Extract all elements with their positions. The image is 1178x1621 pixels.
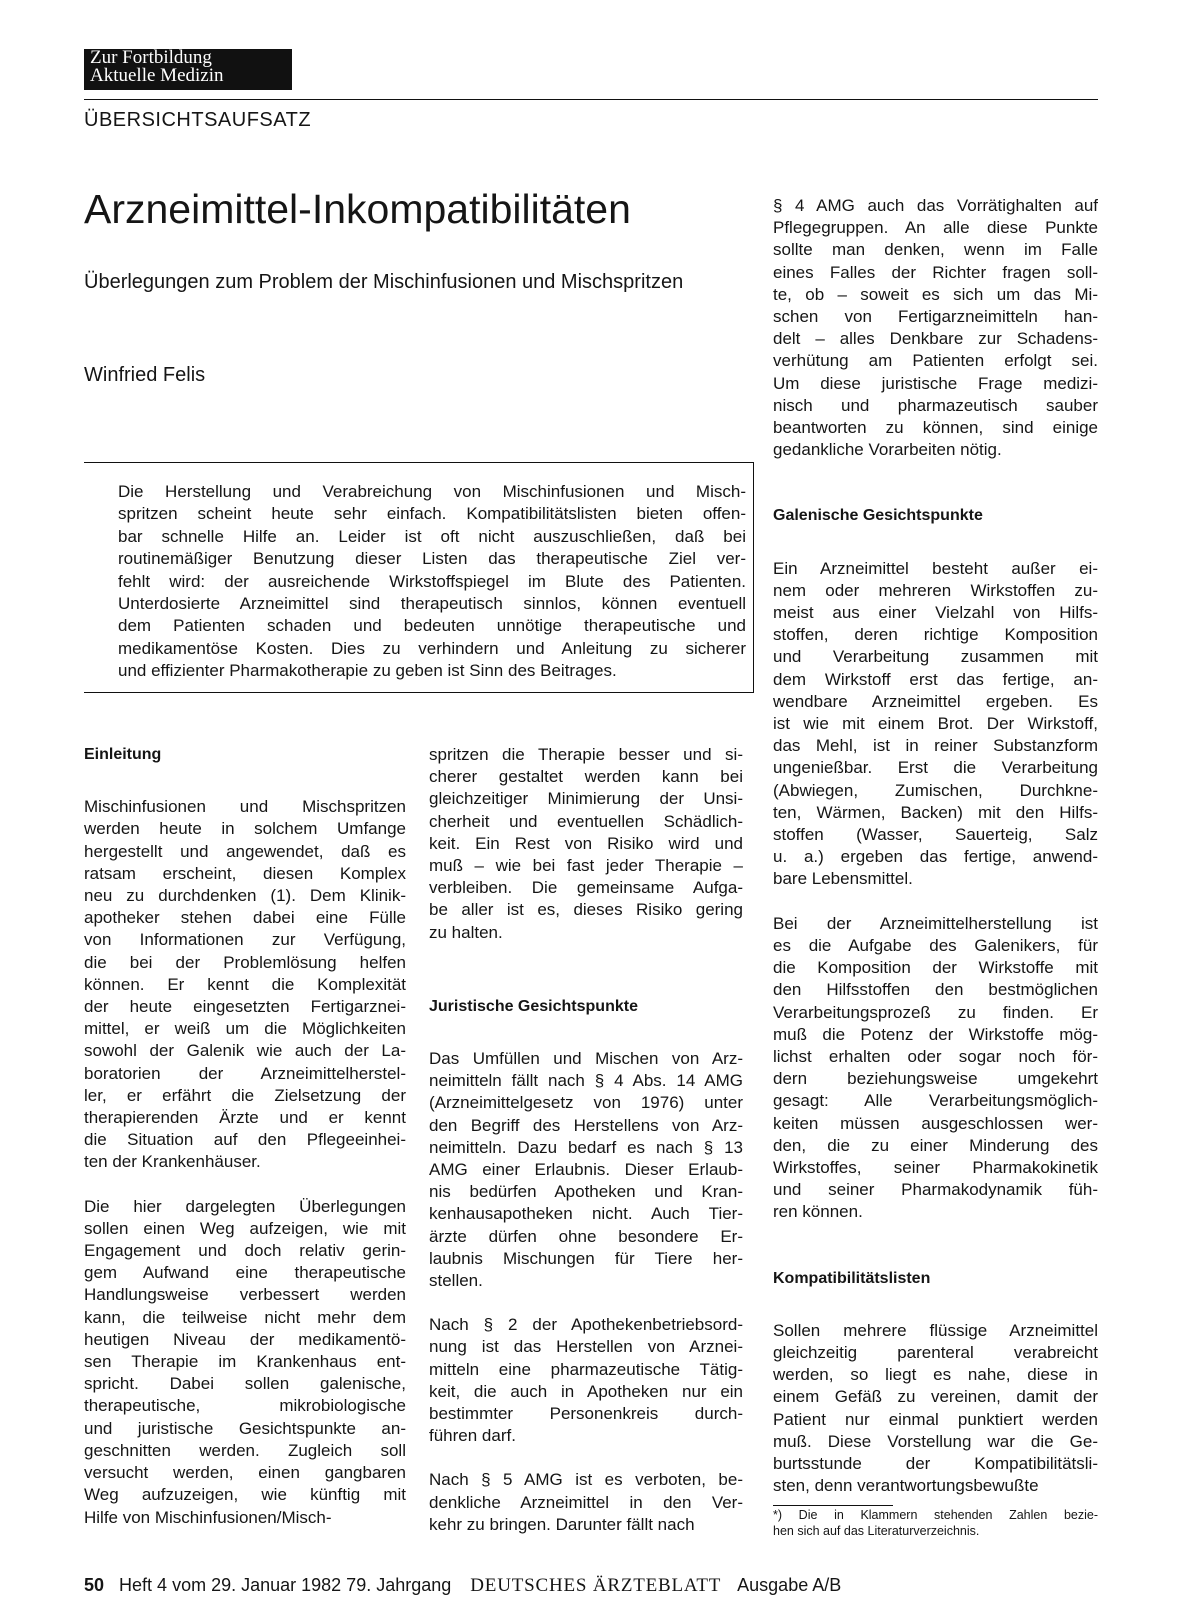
text-line: sen Therapie im Krankenhaus ent- <box>84 1352 406 1372</box>
text-line: Wirkstoffes, seiner Pharmakokinetik <box>773 1157 1098 1177</box>
article-subtitle: Überlegungen zum Problem der Mischinfusionen und Mischspritzen <box>84 271 684 293</box>
text-line: u. a.) ergeben das fertige, anwend- <box>773 847 1098 867</box>
text-line: neu zu durchdenken (1). Dem Klinik- <box>84 886 406 906</box>
text-line: stoffen (Wasser, Sauerteig, Salz <box>773 825 1098 845</box>
text-line: ungenießbar. Erst die Verarbeitung <box>773 758 1098 778</box>
text-line: Engagement und doch relativ gerin- <box>84 1241 406 1261</box>
text-line: spritzen scheint heute sehr einfach. Kompatibilitätslisten bieten offen- <box>118 504 746 524</box>
text-line: mitteln eine pharmazeutische Tätig- <box>429 1359 743 1379</box>
text-line: ler, er erfährt die Zielsetzung der <box>84 1085 406 1105</box>
text-line: ist wie mit einem Brot. Der Wirkstoff, <box>773 714 1098 734</box>
text-line: Pflegegruppen. An alle diese Punkte <box>773 218 1098 238</box>
text-line: werden heute in solchem Umfange <box>84 819 406 839</box>
text-line: nis bedürfen Apotheken und Kran- <box>429 1182 743 1202</box>
text-line: apotheker stehen dabei eine Fülle <box>84 908 406 928</box>
text-line: eines Falles der Richter fragen soll- <box>773 262 1098 282</box>
heading-einleitung: Einleitung <box>84 746 162 763</box>
text-line: die Situation auf den Pflegeeinhei- <box>84 1130 406 1150</box>
paragraph <box>773 913 1098 1224</box>
text-line: sollte man denken, wenn im Falle <box>773 240 1098 260</box>
text-line: schen von Fertigarzneimitteln han- <box>773 307 1098 327</box>
text-line: spritzen die Therapie besser und si- <box>429 745 743 764</box>
text-line: cherer gestaltet werden kann bei <box>429 767 743 787</box>
text-line: routinemäßiger Benutzung dieser Listen das therapeutische Ziel ver- <box>118 549 746 569</box>
text-line: keit. Ein Rest von Risiko wird und <box>429 833 743 853</box>
text-line: die bei der Problemlösung helfen <box>84 952 406 972</box>
text-line: neimitteln fällt nach § 4 Abs. 14 AMG <box>429 1071 743 1091</box>
text-line: verbleiben. Die gemeinsame Aufga- <box>429 878 743 898</box>
text-line: von Informationen zur Verfügung, <box>84 930 406 950</box>
paragraph <box>429 1314 743 1447</box>
text-line: burtsstunde der Kompatibilitätsli- <box>773 1453 1098 1473</box>
text-line: keit, die auch in Apotheken nur ein <box>429 1381 743 1401</box>
text-line: Das Umfüllen und Mischen von Arz- <box>429 1049 743 1069</box>
text-line: geschnitten werden. Zugleich soll <box>84 1440 406 1460</box>
text-line: Unterdosierte Arzneimittel sind therapeutisch sinnlos, können eventuell <box>118 594 746 614</box>
text-line: laubnis Mischungen für Tiere her- <box>429 1248 743 1268</box>
text-line: dem Wirkstoff erst das fertige, an- <box>773 669 1098 689</box>
page-footer <box>84 1575 841 1597</box>
article-author: Winfried Felis <box>84 364 206 386</box>
text-line: neimitteln. Dazu bedarf es nach § 13 <box>429 1137 743 1157</box>
text-line: Nach § 2 der Apothekenbetriebsord- <box>429 1315 743 1335</box>
text-line: verhütung am Patienten erfolgt sei. <box>773 351 1098 371</box>
text-line: es die Aufgabe des Galenikers, für <box>773 935 1098 955</box>
text-line: sollen einen Weg aufzeigen, wie mit <box>84 1218 406 1238</box>
text-line: nem oder mehreren Wirkstoffen zu- <box>773 580 1098 600</box>
article-title: Arzneimittel-Inkompatibilitäten <box>84 186 631 232</box>
text-line: Verarbeitungsprozeß zu finden. Er <box>773 1002 1098 1022</box>
paragraph <box>773 195 1098 461</box>
text-line: spricht. Dabei sollen galenische, <box>84 1374 406 1394</box>
text-line: führen darf. <box>429 1426 516 1446</box>
category-label <box>84 49 292 90</box>
text-line: *) Die in Klammern stehenden Zahlen bezie- <box>773 1508 1098 1522</box>
text-line: Die hier dargelegten Überlegungen <box>84 1196 406 1216</box>
category-label-line2: Aktuelle Medizin <box>90 65 224 86</box>
text-line: Mischinfusionen und Mischspritzen <box>84 797 406 817</box>
text-line: dem Patienten schaden und bedeuten unnötige therapeutische und <box>118 616 746 636</box>
text-line: gedankliche Vorarbeiten nötig. <box>773 440 1002 460</box>
text-line: sowohl der Galenik wie auch der La- <box>84 1041 406 1061</box>
text-line: gem Aufwand eine therapeutische <box>84 1263 406 1283</box>
text-line: fehlt wird: der ausreichende Wirkstoffspiegel im Blute des Patienten. <box>118 571 746 591</box>
heading-kompatibilitaet: Kompatibilitätslisten <box>773 1269 931 1287</box>
category-label-line1: Zur Fortbildung <box>90 47 212 68</box>
text-line: versucht werden, einen gangbaren <box>84 1463 406 1483</box>
text-line: boratorien der Arzneimittelherstel- <box>84 1063 406 1083</box>
text-line: therapierenden Ärzte und er kennt <box>84 1108 406 1128</box>
text-line: ten der Krankenhäuser. <box>84 1152 261 1172</box>
text-line: (Abwiegen, Zumischen, Durchkne- <box>773 780 1098 800</box>
heading-juristisch: Juristische Gesichtspunkte <box>429 997 638 1015</box>
paragraph <box>429 744 743 944</box>
text-line: kehr zu bringen. Darunter fällt nach <box>429 1514 695 1534</box>
text-line: ren können. <box>773 1202 863 1222</box>
text-line: kenhausapotheken nicht. Auch Tier- <box>429 1204 743 1224</box>
text-line: Sollen mehrere flüssige Arzneimittel <box>773 1320 1098 1340</box>
text-line: ärzte dürfen ohne besondere Er- <box>429 1226 743 1246</box>
text-line: AMG einer Erlaubnis. Dieser Erlaub- <box>429 1160 743 1180</box>
text-line: kann, die teilweise nicht mehr dem <box>84 1307 406 1327</box>
text-line: und seiner Pharmakodynamik füh- <box>773 1180 1098 1200</box>
text-line: beantworten zu können, sind einige <box>773 418 1098 438</box>
text-line: te, ob – soweit es sich um das Mi- <box>773 284 1098 304</box>
text-line: (Arzneimittelgesetz von 1976) unter <box>429 1093 743 1113</box>
text-line: zu halten. <box>429 922 503 942</box>
text-line: therapeutische, mikrobiologische <box>84 1396 406 1416</box>
header-rule <box>84 99 1098 100</box>
text-line: wendbare Arzneimittel ergeben. Es <box>773 691 1098 711</box>
text-line: Um diese juristische Frage medizi- <box>773 373 1098 393</box>
text-line: denkliche Arzneimittel in den Ver- <box>429 1492 743 1512</box>
text-line: muß. Diese Vorstellung war die Ge- <box>773 1431 1098 1451</box>
text-line: be aller ist es, dieses Risiko gering <box>429 900 743 920</box>
text-line: stellen. <box>429 1271 483 1291</box>
section-kind: ÜBERSICHTSAUFSATZ <box>84 109 312 131</box>
text-line: Weg aufzuzeigen, wie künftig mit <box>84 1485 406 1505</box>
text-line: meist aus einer Vielzahl von Hilfs- <box>773 603 1098 623</box>
text-line: Ein Arzneimittel besteht außer ei- <box>773 558 1098 578</box>
text-line: bestimmter Personenkreis durch- <box>429 1404 743 1424</box>
text-line: der heute eingesetzten Fertigarznei- <box>84 997 406 1017</box>
text-line: heutigen Niveau der medikamentö- <box>84 1329 406 1349</box>
text-line: dern beziehungsweise umgekehrt <box>773 1069 1098 1089</box>
text-line: nisch und pharmazeutisch sauber <box>773 395 1098 415</box>
column-3 <box>773 195 1098 1519</box>
text-line: Bei der Arzneimittelherstellung ist <box>773 913 1098 933</box>
text-line: und effizienter Pharmakotherapie zu geben ist Sinn des Beitrages. <box>118 661 617 681</box>
text-line: bare Lebensmittel. <box>773 869 913 889</box>
text-line: gesagt: Alle Verarbeitungsmöglich- <box>773 1091 1098 1111</box>
text-line: nung ist das Herstellen von Arznei- <box>429 1337 743 1357</box>
paragraph <box>84 1196 406 1529</box>
heading-galenisch: Galenische Gesichtspunkte <box>773 507 983 525</box>
abstract-box <box>84 462 754 693</box>
text-line: das Mehl, ist in reiner Substanzform <box>773 736 1098 756</box>
text-line: § 4 AMG auch das Vorrätighalten auf <box>773 196 1098 215</box>
text-line: werden, so liegt es nahe, diese in <box>773 1365 1098 1385</box>
column-1 <box>84 744 406 1551</box>
edition-info: Ausgabe A/B <box>737 1575 842 1595</box>
text-line: Hilfe von Mischinfusionen/Misch- <box>84 1507 332 1527</box>
text-line: den Hilfsstoffen den bestmöglichen <box>773 980 1098 1000</box>
text-line: bar schnelle Hilfe an. Leider ist oft nicht auszuschließen, daß bei <box>118 526 746 546</box>
text-line: und juristische Gesichtspunkte an- <box>84 1418 406 1438</box>
text-line: ten, Wärmen, Backen) mit den Hilfs- <box>773 802 1098 822</box>
page-number: 50 <box>84 1575 105 1595</box>
journal-name: DEUTSCHES ÄRZTEBLATT <box>470 1575 722 1596</box>
text-line: Die Herstellung und Verabreichung von Mischinfusionen und Misch- <box>118 482 746 501</box>
text-line: Patient nur einmal punktiert werden <box>773 1409 1098 1429</box>
text-line: delt – alles Denkbare zur Schadens- <box>773 329 1098 349</box>
footnote-rule <box>773 1505 893 1506</box>
text-line: die Komposition der Wirkstoffe mit <box>773 958 1098 978</box>
text-line: hergestellt und angewendet, daß es <box>84 841 406 861</box>
text-line: gleichzeitig parenteral verabreicht <box>773 1342 1098 1362</box>
footnote <box>773 1507 1098 1539</box>
text-line: ratsam erscheint, diesen Komplex <box>84 863 406 883</box>
text-line: Nach § 5 AMG ist es verboten, be- <box>429 1470 743 1490</box>
text-line: medikamentöse Kosten. Dies zu verhindern und Anleitung zu sicherer <box>118 638 746 658</box>
text-line: cherheit und eventuellen Schädlich- <box>429 811 743 831</box>
paragraph <box>84 796 406 1173</box>
text-line: keiten müssen ausgeschlossen wer- <box>773 1113 1098 1133</box>
text-line: können. Er kennt die Komplexität <box>84 974 406 994</box>
paragraph <box>429 1469 743 1536</box>
paragraph <box>429 1048 743 1292</box>
text-line: lichst erhalten oder sogar noch för- <box>773 1046 1098 1066</box>
issue-info: Heft 4 vom 29. Januar 1982 79. Jahrgang <box>119 1575 452 1595</box>
paragraph <box>773 1320 1098 1498</box>
text-line: Handlungsweise verbessert werden <box>84 1285 406 1305</box>
text-line: gleichzeitiger Minimierung der Unsi- <box>429 789 743 809</box>
text-line: sten, denn verantwortungsbewußte <box>773 1476 1039 1496</box>
column-2 <box>429 744 743 1558</box>
text-line: muß die Potenz der Wirkstoffe mög- <box>773 1024 1098 1044</box>
text-line: den, die zu einer Minderung des <box>773 1135 1098 1155</box>
text-line: mittel, er weiß um die Möglichkeiten <box>84 1019 406 1039</box>
text-line: muß – wie bei fast jeder Therapie – <box>429 856 743 876</box>
text-line: und Verarbeitung zusammen mit <box>773 647 1098 667</box>
abstract-text <box>118 481 746 683</box>
paragraph <box>773 558 1098 891</box>
text-line: einem Gefäß zu vereinen, damit der <box>773 1387 1098 1407</box>
text-line: hen sich auf das Literaturverzeichnis. <box>773 1524 980 1538</box>
text-line: stoffen, deren richtige Komposition <box>773 625 1098 645</box>
text-line: den Begriff des Herstellens von Arz- <box>429 1115 743 1135</box>
